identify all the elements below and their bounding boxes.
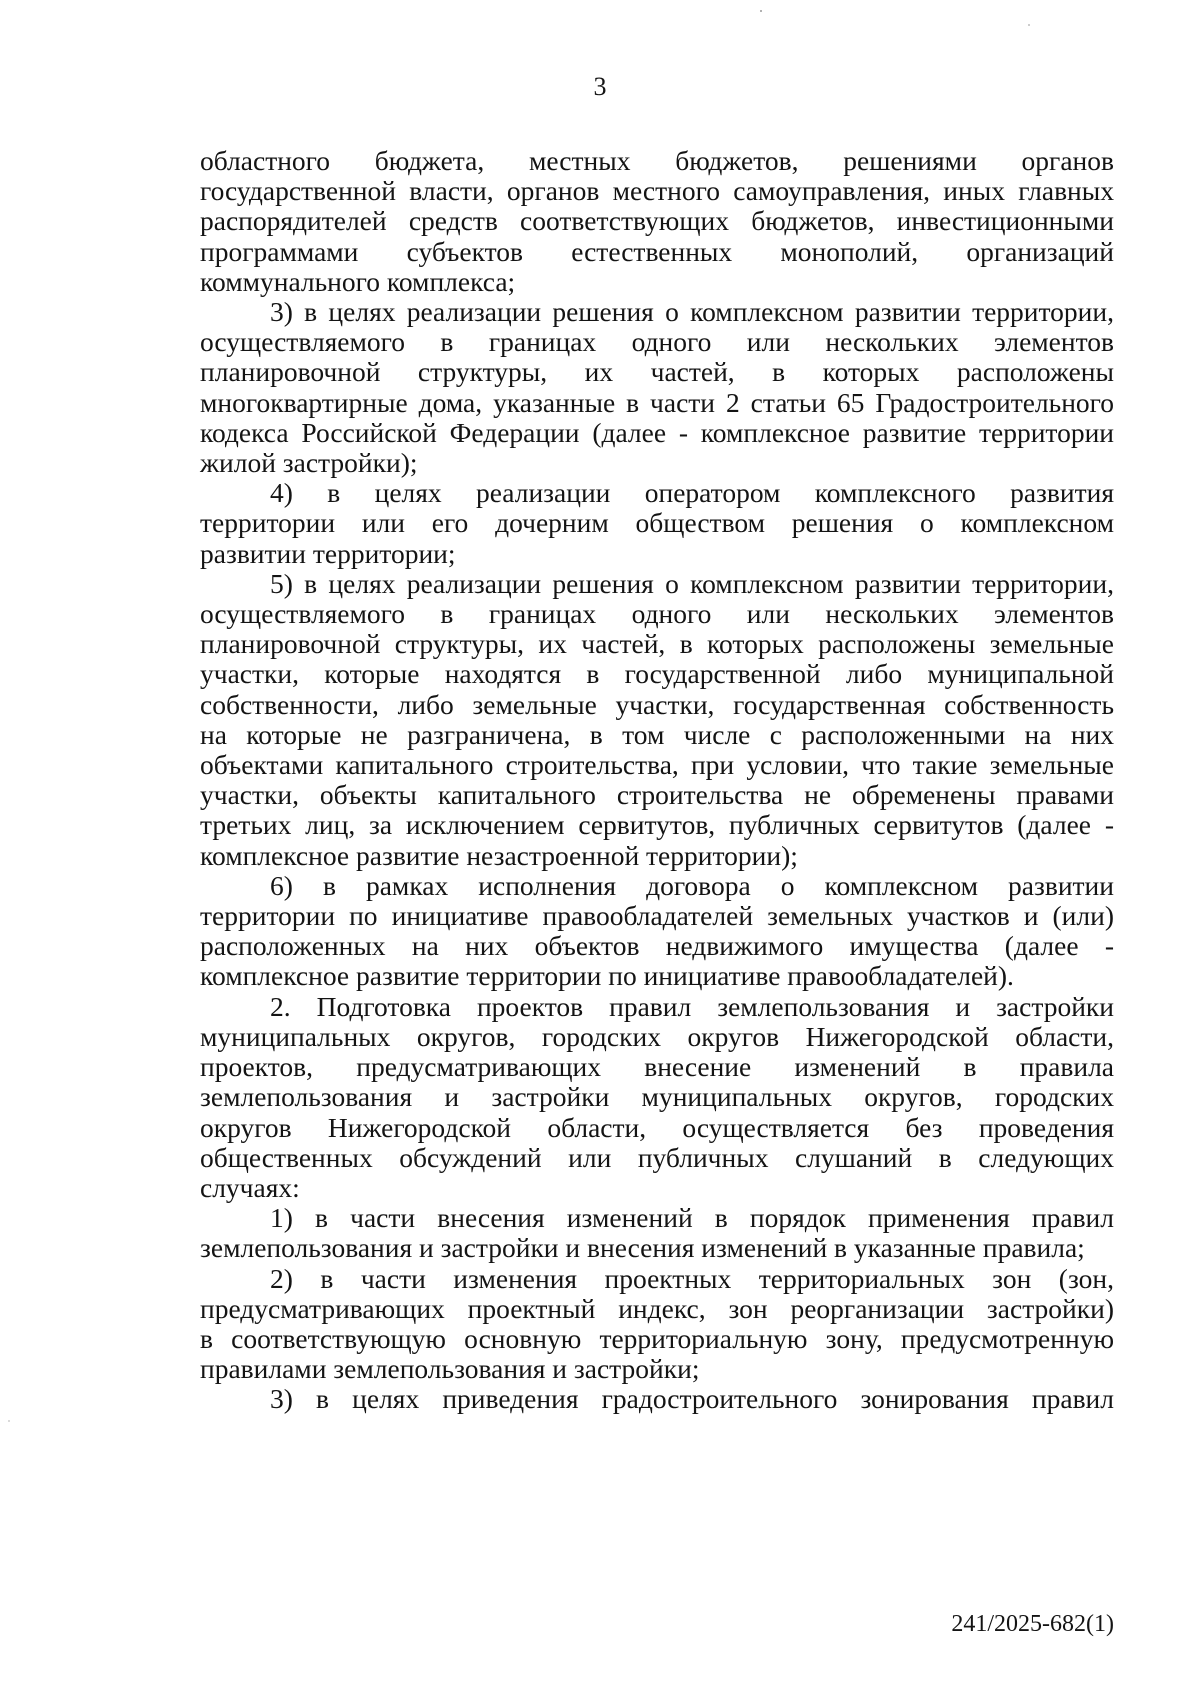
body-line: планировочной структуры, их частей, в которых расположены земельные [200,628,1114,660]
list-item-line: 4) в целях реализации оператором комплексного развития [270,477,1114,509]
body-line: распорядителей средств соответствующих бюджетов, инвестиционными [200,205,1114,237]
body-line: землепользования и застройки и внесения изменений в указанные правила; [200,1232,1085,1264]
body-line: комплексное развитие незастроенной территории); [200,839,798,871]
list-item-line: 2) в части изменения проектных территориальных зон (зон, [270,1262,1114,1294]
body-line: на которые не разграничена, в том числе с расположенными на них [200,718,1114,750]
list-item-line: 3) в целях приведения градостроительного зонирования правил [270,1383,1114,1415]
body-line: территории или его дочерним обществом решения о комплексном [200,507,1114,539]
body-line: землепользования и застройки муниципальных округов, городских [200,1081,1114,1113]
body-line: муниципальных округов, городских округов Нижегородской области, [200,1020,1114,1052]
scan-artifact [760,10,762,12]
body-line: осуществляемого в границах одного или нескольких элементов [200,326,1114,358]
list-item-line: 3) в целях реализации решения о комплексном развитии территории, [270,296,1114,328]
body-line: участки, которые находятся в государственной либо муниципальной [200,658,1114,690]
body-line: округов Нижегородской области, осуществляется без проведения [200,1111,1114,1143]
body-line: объектами капитального строительства, при условии, что такие земельные [200,749,1114,781]
body-line: комплексное развитие территории по инициативе правообладателей). [200,960,1014,992]
body-line: третьих лиц, за исключением сервитутов, публичных сервитутов (далее - [200,809,1114,841]
body-line: жилой застройки); [200,447,418,479]
body-line: расположенных на них объектов недвижимого имущества (далее - [200,930,1114,962]
body-line: правилами землепользования и застройки; [200,1353,700,1385]
body-line: государственной власти, органов местного самоуправления, иных главных [200,175,1114,207]
body-line: территории по инициативе правообладателей земельных участков и (или) [200,900,1114,932]
body-line: программами субъектов естественных монополий, организаций [200,235,1114,267]
body-line: коммунального комплекса; [200,265,516,297]
section-line: 2. Подготовка проектов правил землепользования и застройки [270,990,1114,1022]
body-line: проектов, предусматривающих внесение изменений в правила [200,1051,1114,1083]
body-line: планировочной структуры, их частей, в которых расположены [200,356,1114,388]
body-line: многоквартирные дома, указанные в части 2 статьи 65 Градостроительного [200,386,1114,418]
body-line: общественных обсуждений или публичных слушаний в следующих [200,1141,1114,1173]
body-line: собственности, либо земельные участки, государственная собственность [200,688,1114,720]
list-item-line: 5) в целях реализации решения о комплексном развитии территории, [270,567,1114,599]
body-line: осуществляемого в границах одного или нескольких элементов [200,598,1114,630]
body-line: предусматривающих проектный индекс, зон реорганизации застройки) [200,1292,1114,1324]
body-line: кодекса Российской Федерации (далее - комплексное развитие территории [200,416,1114,448]
scan-artifact [1028,24,1030,26]
body-line: развитии территории; [200,537,456,569]
page-number: 3 [593,72,607,101]
list-item-line: 6) в рамках исполнения договора о комплексном развитии [270,869,1114,901]
body-line: областного бюджета, местных бюджетов, решениями органов [200,145,1114,176]
body-line: случаях: [200,1171,300,1203]
document-registration-code: 241/2025-682(1) [951,1611,1114,1637]
body-line: в соответствующую основную территориальную зону, предусмотренную [200,1322,1114,1354]
list-item-line: 1) в части внесения изменений в порядок применения правил [270,1202,1114,1234]
document-body [200,146,1114,1415]
body-line: участки, объекты капитального строительства не обременены правами [200,779,1114,811]
scan-artifact [8,1420,10,1422]
